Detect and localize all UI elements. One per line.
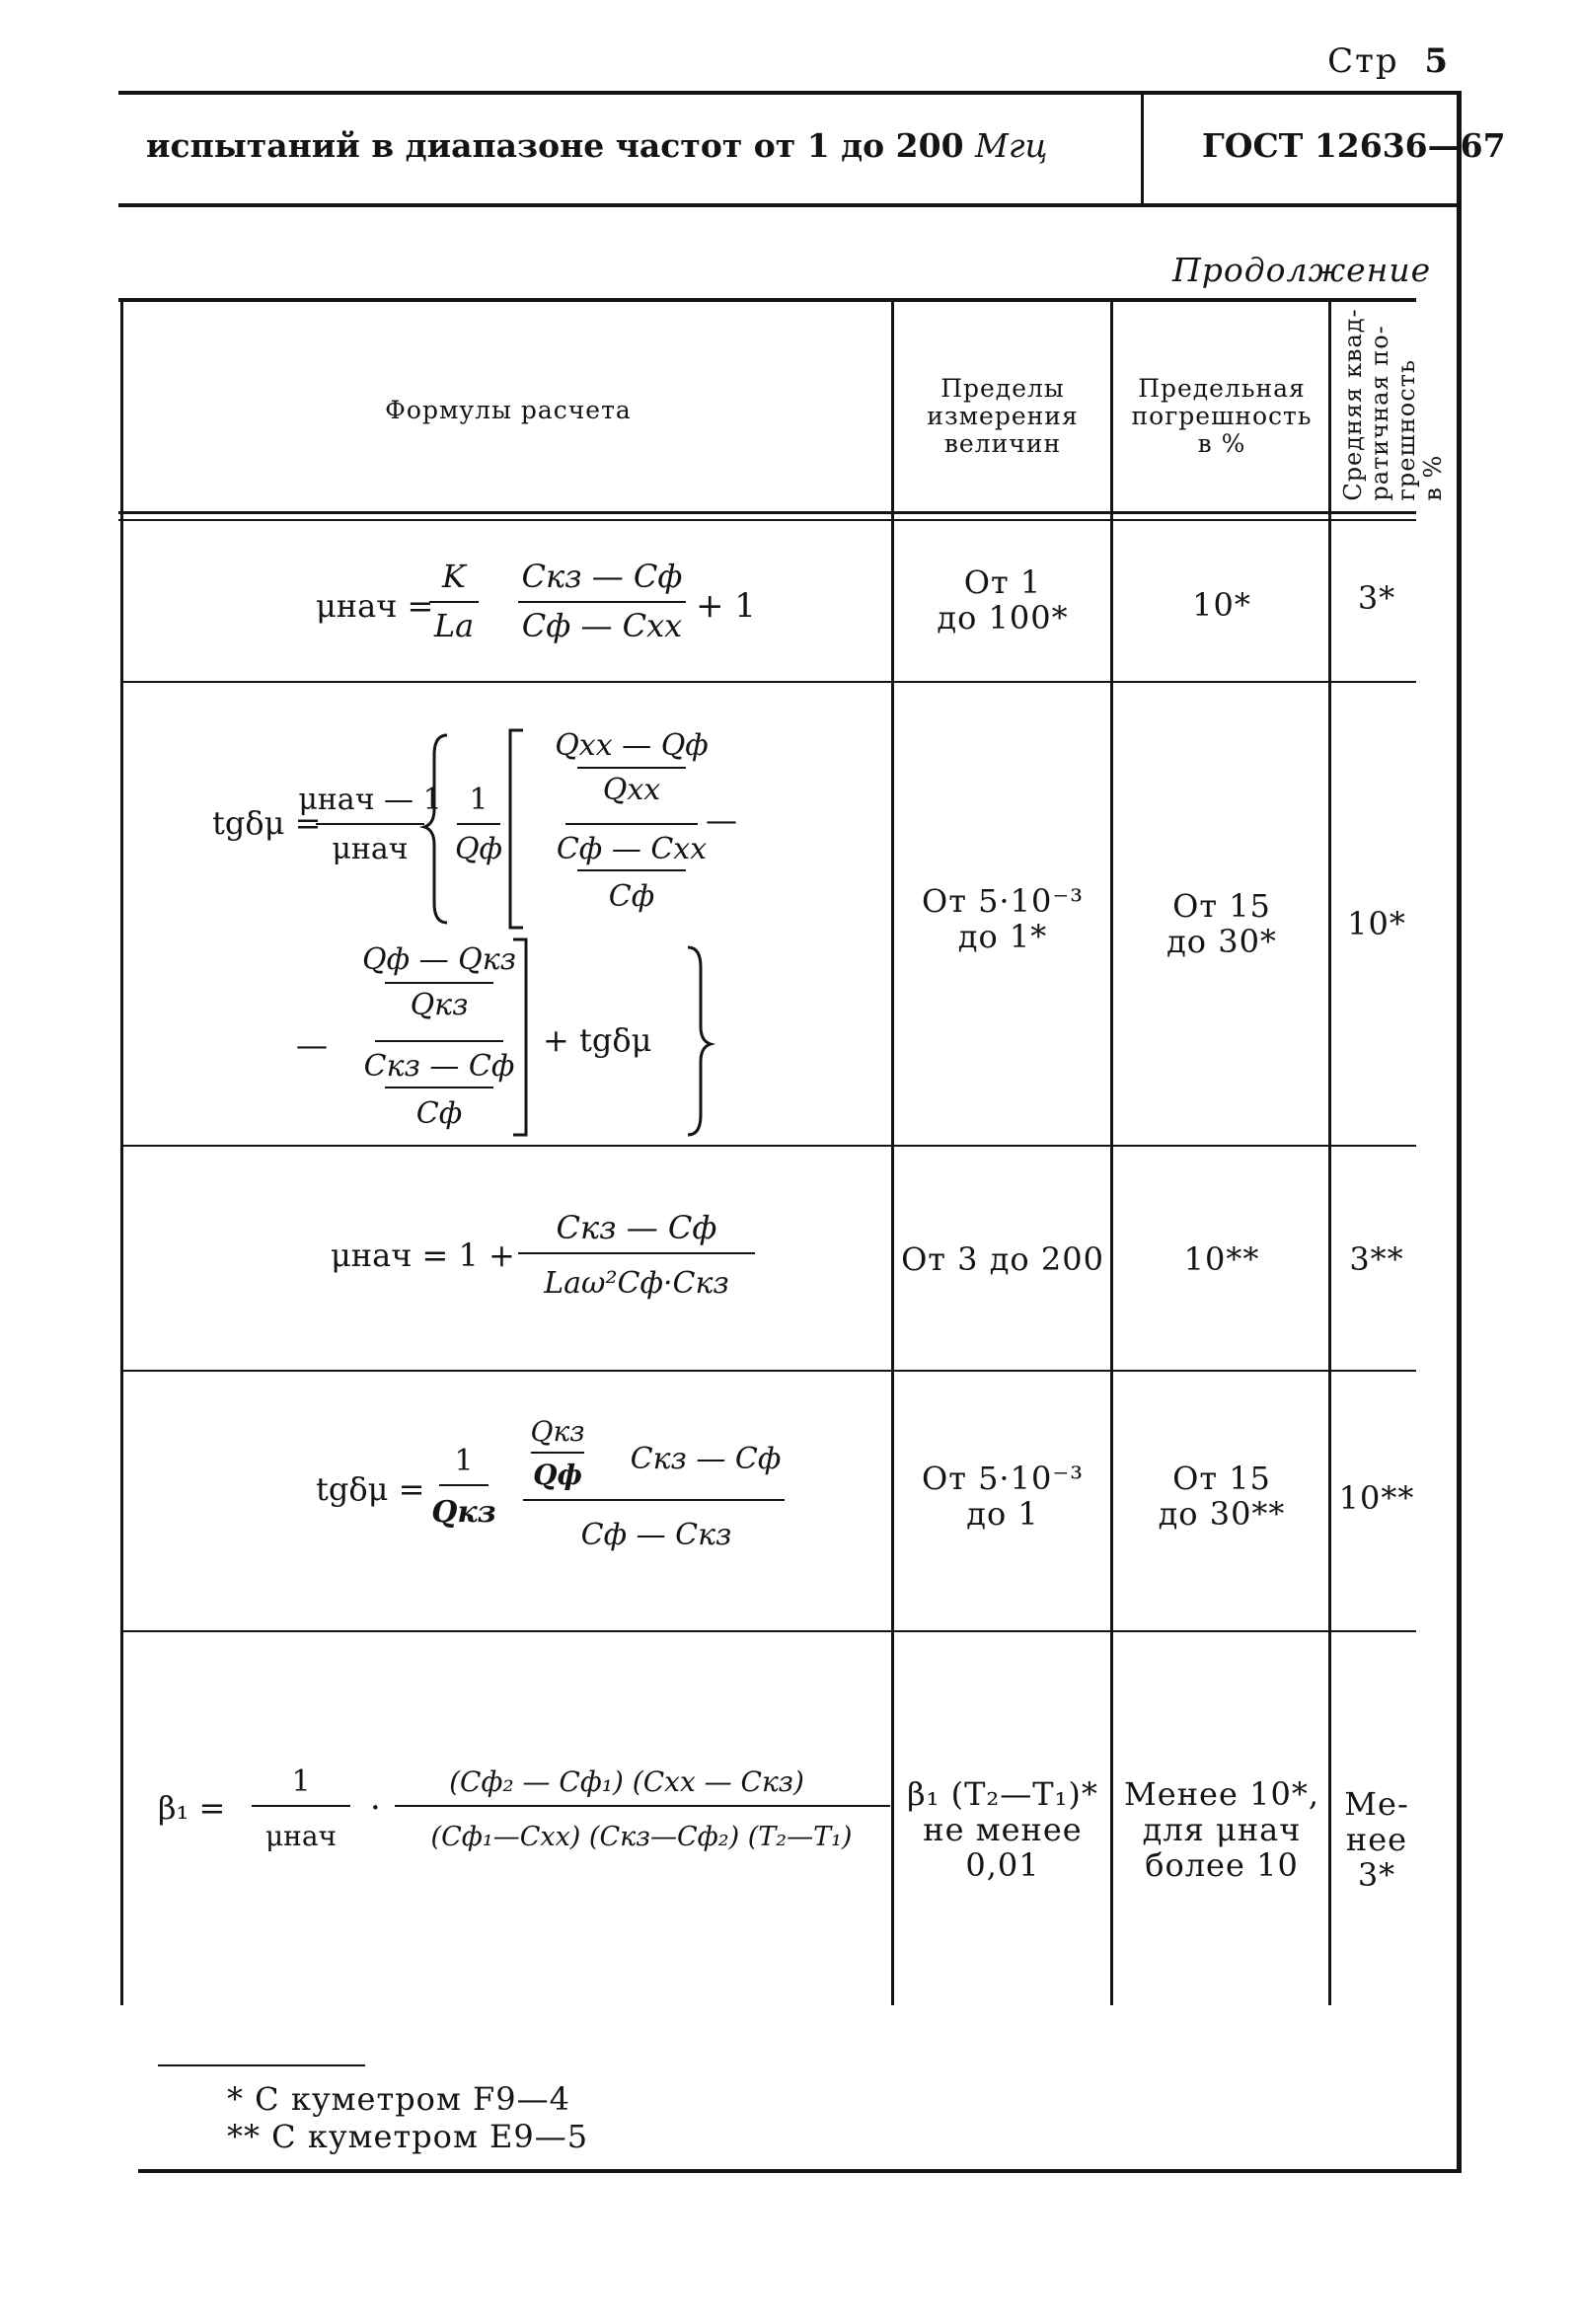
row5-limits: β₁ (T₂—T₁)* не менее 0,01 — [907, 1775, 1098, 1884]
row1-error: 10* — [1192, 586, 1251, 624]
svg-text:(Cф₂ — Cф₁) (Cхх — Cкз): (Cф₂ — Cф₁) (Cхх — Cкз) — [449, 1765, 804, 1798]
footnote-1: * С куметром F9—4 — [227, 2080, 570, 2118]
svg-text:Cф — Cкз: Cф — Cкз — [580, 1518, 732, 1552]
formula-tg-delta-2 — [316, 1401, 789, 1579]
standard-code: ГОСТ 12636—67 — [1202, 126, 1506, 165]
svg-text:μнач =: μнач = — [316, 587, 434, 625]
svg-text:—: — — [706, 801, 737, 839]
formula-beta1 — [148, 1752, 898, 1870]
column-divider-2 — [1110, 298, 1113, 2005]
svg-text:Cф: Cф — [608, 879, 655, 914]
row-rule-3 — [123, 1370, 1416, 1372]
table-left-border — [120, 298, 123, 2005]
footnote-2: ** С куметром E9—5 — [227, 2118, 589, 2155]
svg-text:Qф: Qф — [533, 1459, 582, 1491]
row3-error: 10** — [1183, 1240, 1260, 1278]
svg-text:Cкз — Cф: Cкз — Cф — [630, 1442, 782, 1476]
svg-text:Cф — Cхх: Cф — Cхх — [521, 607, 683, 644]
formula-tg-delta-1 — [202, 711, 814, 1145]
svg-text:Qхх: Qхх — [602, 773, 661, 807]
svg-text:1: 1 — [454, 1444, 474, 1478]
row4-limits: От 5·10⁻³ до 1 — [921, 1460, 1085, 1533]
header-title: испытаний в диапазоне частот от 1 до 200 Мгц — [146, 126, 1048, 165]
table-head-rule-2 — [118, 519, 1416, 521]
row5-error: Менее 10*, для μнач более 10 — [1124, 1775, 1319, 1884]
svg-text:μнач = 1 +: μнач = 1 + — [331, 1237, 515, 1274]
formula-mu-initial-1 — [296, 548, 770, 656]
svg-text:1: 1 — [291, 1764, 311, 1799]
row-rule-2 — [123, 1145, 1416, 1147]
page-bottom-rule — [138, 2169, 1462, 2173]
svg-text:K: K — [442, 558, 466, 595]
header-divider — [1141, 95, 1144, 203]
row-rule-4 — [123, 1630, 1416, 1632]
svg-text:(Cф₁—Cхх) (Cкз—Cф₂) (T₂—T₁): (Cф₁—Cхх) (Cкз—Cф₂) (T₂—T₁) — [430, 1822, 853, 1852]
header-rms-error: Средняя квад- ратичная по- грешность в % — [1339, 308, 1447, 501]
page-number: Стр 5 — [1327, 41, 1450, 81]
svg-text:μнач: μнач — [332, 832, 409, 866]
row3-rms: 3** — [1349, 1240, 1404, 1278]
row2-limits: От 5·10⁻³ до 1* — [921, 882, 1085, 955]
svg-text:Laω²Cф·Cкз: Laω²Cф·Cкз — [544, 1266, 729, 1301]
table-head-rule-1 — [118, 511, 1416, 514]
row4-rms: 10** — [1338, 1479, 1415, 1517]
row3-limits: От 3 до 200 — [901, 1240, 1104, 1278]
header-max-error: Предельная погрешность в % — [1131, 374, 1313, 458]
footnote-rule — [158, 2064, 365, 2066]
row2-error: От 15 до 30* — [1166, 887, 1277, 960]
svg-text:+ tgδμ: + tgδμ — [543, 1021, 652, 1059]
row1-rms: 3* — [1357, 579, 1396, 617]
column-divider-1 — [891, 298, 894, 2005]
svg-text:Qкз: Qкз — [530, 1415, 585, 1448]
row4-error: От 15 до 30** — [1158, 1460, 1286, 1533]
continuation-label: Продолжение — [1172, 251, 1432, 289]
row5-rms: Ме- нее 3* — [1344, 1785, 1409, 1894]
svg-text:Cкз — Cф: Cкз — Cф — [363, 1049, 515, 1084]
table-top-rule — [118, 298, 1416, 302]
footnotes — [227, 2080, 588, 2155]
header-limits: Пределы измерения величин — [927, 374, 1079, 458]
svg-text:Qхх — Qф: Qхх — Qф — [555, 728, 709, 763]
svg-text:tgδμ =: tgδμ = — [316, 1470, 425, 1508]
page-right-border — [1457, 91, 1462, 2171]
row1-limits: От 1 до 100* — [937, 563, 1069, 637]
svg-text:Lа: Lа — [433, 607, 475, 644]
svg-text:Qкз: Qкз — [410, 988, 469, 1022]
row2-rms: 10* — [1347, 905, 1406, 942]
svg-text:Qф: Qф — [454, 832, 503, 866]
column-divider-3 — [1328, 298, 1331, 2005]
svg-text:+ 1: + 1 — [696, 586, 756, 626]
svg-text:μнач: μнач — [264, 1820, 338, 1852]
svg-text:Cкз — Cф: Cкз — Cф — [556, 1209, 717, 1246]
svg-text:1: 1 — [469, 783, 488, 817]
svg-text:tgδμ =: tgδμ = — [212, 804, 322, 842]
header-formulas: Формулы расчета — [385, 396, 632, 424]
row-rule-1 — [123, 681, 1416, 683]
svg-text:Qкз: Qкз — [431, 1495, 496, 1530]
svg-text:Cф — Cхх: Cф — Cхх — [556, 832, 708, 866]
formula-mu-initial-2 — [326, 1199, 760, 1317]
svg-text:Qф — Qкз: Qф — Qкз — [361, 942, 517, 977]
svg-text:β₁ =: β₁ = — [158, 1789, 226, 1827]
svg-text:·: · — [370, 1788, 381, 1828]
svg-text:Cф: Cф — [415, 1096, 463, 1131]
header-top-rule — [118, 91, 1461, 95]
svg-text:μнач — 1: μнач — 1 — [298, 783, 442, 817]
svg-text:—: — — [296, 1026, 328, 1064]
header-bottom-rule — [118, 203, 1461, 207]
svg-text:Cкз — Cф: Cкз — Cф — [521, 558, 683, 595]
